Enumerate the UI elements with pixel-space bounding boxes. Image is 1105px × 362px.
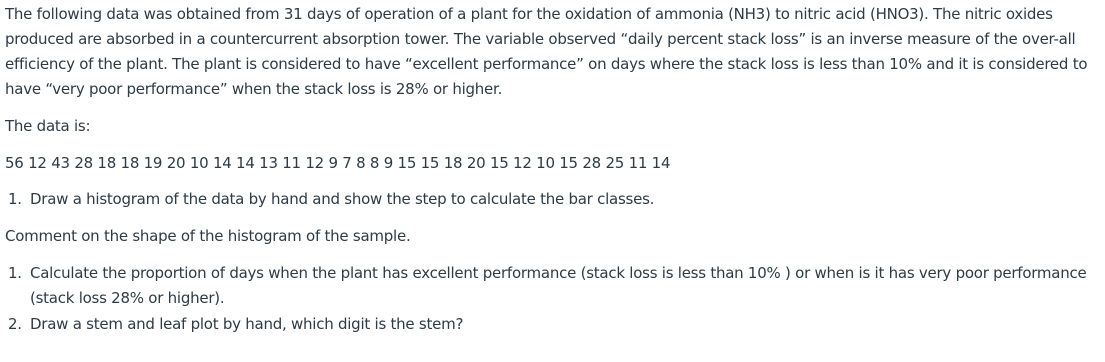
data-label: The data is:	[5, 117, 91, 135]
intro-paragraph: The following data was obtained from 31 days of operation of a plant for the oxidation of ammonia (NH3) to nitric acid (HNO3). The nitric oxides produced are absorbed in a countercurrent absorption tower. The variable observed “daily percent stack loss” is an inverse measure of the over-all efficiency of the plant. The plant is considered to have “excellent performance” on days where the stack loss is less than 10% and it is considered to have “very poor performance” when the stack loss is 28% or higher.	[5, 5, 1088, 98]
question-number: 2.	[8, 315, 22, 333]
question-list-1	[5, 187, 1099, 212]
comment-paragraph: Comment on the shape of the histogram of the sample.	[5, 227, 411, 245]
data-values: 56 12 43 28 18 18 19 20 10 14 14 13 11 12 9 7 8 8 9 15 15 18 20 15 12 10 15 28 25 11 14	[5, 154, 671, 172]
question-list-2	[5, 261, 1099, 337]
question-text: Draw a histogram of the data by hand and show the step to calculate the bar classes.	[30, 190, 655, 208]
question-item	[5, 187, 1099, 212]
question-item	[5, 261, 1099, 311]
question-number: 1.	[8, 264, 22, 282]
question-number: 1.	[8, 190, 22, 208]
question-text: Calculate the proportion of days when the plant has excellent performance (stack loss is less than 10% ) or when is it has very poor performance (stack loss 28% or higher).	[30, 264, 1087, 307]
question-item	[5, 312, 1099, 337]
question-text: Draw a stem and leaf plot by hand, which digit is the stem?	[30, 315, 464, 333]
